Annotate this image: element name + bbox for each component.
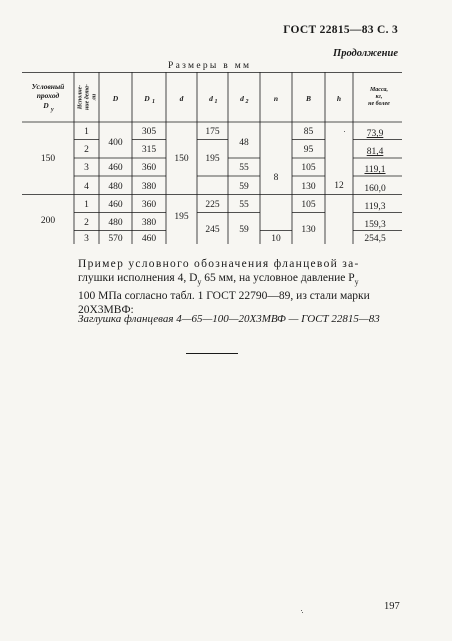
cell-execution: 2 [84, 218, 89, 228]
header-d1: d [209, 94, 213, 103]
section-divider [186, 353, 238, 354]
scan-speck [301, 610, 302, 611]
cell-d1: 175 [205, 127, 220, 137]
cell-dy: 200 [40, 216, 56, 226]
cell-D1: 305 [141, 127, 157, 137]
scan-speck [302, 612, 303, 613]
cell-n: 10 [271, 234, 281, 244]
header-D1-subscript: 1 [152, 99, 155, 105]
header-mass-line1: Масса, [370, 87, 388, 93]
example-line: Пример условного обозначения фланцевой за- [78, 258, 360, 270]
cell-B: 105 [301, 163, 316, 173]
cell-D: 480 [108, 218, 123, 228]
header-mass-line2: кг, [375, 94, 383, 100]
cell-D1: 315 [141, 145, 157, 155]
cell-B: 130 [301, 225, 316, 235]
cell-dy: 150 [40, 154, 56, 164]
header-dy-line3: D [43, 101, 49, 110]
cell-execution: 2 [84, 145, 89, 155]
header-dy-subscript: у [51, 107, 54, 113]
cell-d: 195 [174, 212, 189, 222]
cell-execution: 3 [84, 234, 89, 244]
running-header: ГОСТ 22815—83 С. 3 [283, 24, 398, 36]
designation-example-paragraph [78, 257, 398, 317]
header-d2: d [240, 94, 244, 103]
cell-D: 480 [108, 182, 123, 192]
cell-D: 400 [108, 138, 123, 148]
cell-execution: 4 [84, 182, 89, 192]
cell-d: 150 [174, 154, 189, 164]
cell-mass: 254,5 [364, 234, 386, 244]
cell-mass: 81,4 [366, 147, 384, 157]
example-line: 20Х3МВФ: [78, 304, 134, 317]
dimensions-table [22, 72, 402, 244]
continuation-label: Продолжение [333, 48, 398, 59]
cell-d2: 59 [239, 225, 249, 235]
header-exec-line3: ли [91, 93, 98, 101]
cell-d1: 195 [205, 154, 220, 164]
cell-mass: 159,3 [364, 220, 386, 230]
header-B: B [305, 94, 312, 103]
cell-D1: 380 [141, 218, 157, 228]
cell-B: 85 [303, 127, 314, 137]
cell-h: 12 [334, 181, 344, 191]
cell-mass: 119,3 [364, 202, 386, 212]
cell-D1: 460 [141, 234, 157, 244]
cell-B: 130 [301, 182, 316, 192]
example-line: 100 МПа согласно табл. 1 ГОСТ 22790—89, из стали марки [78, 290, 370, 303]
dimensions-caption: Размеры в мм [168, 61, 252, 71]
cell-mass: 73,9 [366, 129, 384, 139]
cell-execution: 3 [84, 163, 89, 173]
cell-d2: 55 [239, 163, 249, 173]
header-exec-line2: ние дета- [84, 83, 91, 111]
example-line: глушки исполнения 4, $D_у$ 65 мм, на условное давление $P_у$ [78, 272, 359, 287]
cell-D: 460 [108, 163, 123, 173]
header-D: D [112, 94, 119, 103]
page-number: 197 [384, 601, 400, 612]
cell-D1: 380 [141, 182, 157, 192]
cell-D: 570 [108, 234, 123, 244]
cell-D1: 360 [141, 200, 157, 210]
cell-mass: 160,0 [364, 184, 386, 194]
cell-execution: 1 [84, 127, 89, 137]
header-d2-subscript: 2 [245, 99, 249, 105]
cell-execution: 1 [84, 200, 89, 210]
header-d1-subscript: 1 [214, 99, 218, 105]
cell-d1: 225 [205, 200, 220, 210]
header-n: n [273, 94, 279, 103]
header-dy-line2: проход [36, 91, 60, 100]
header-exec-line1: Исполне- [77, 84, 84, 110]
header-D1: D [144, 94, 150, 103]
scan-speck [344, 131, 345, 132]
cell-n: 8 [273, 173, 279, 183]
cell-d2: 59 [239, 182, 249, 192]
cell-B: 105 [301, 200, 316, 210]
header-d: d [179, 94, 184, 103]
header-dy-line1: Условный [31, 82, 65, 91]
header-h: h [336, 94, 342, 103]
cell-d1: 245 [205, 225, 220, 235]
cell-D: 460 [108, 200, 123, 210]
cell-d2: 48 [239, 138, 249, 148]
designation-example: Заглушка фланцевая 4—65—100—20Х3МВФ — ГОСТ 22815—83 [78, 313, 380, 325]
cell-B: 95 [303, 145, 314, 155]
header-mass-line3: не более [368, 101, 390, 107]
cell-mass: 119,1 [364, 165, 386, 175]
cell-D1: 360 [141, 163, 157, 173]
cell-d2: 55 [239, 200, 249, 210]
